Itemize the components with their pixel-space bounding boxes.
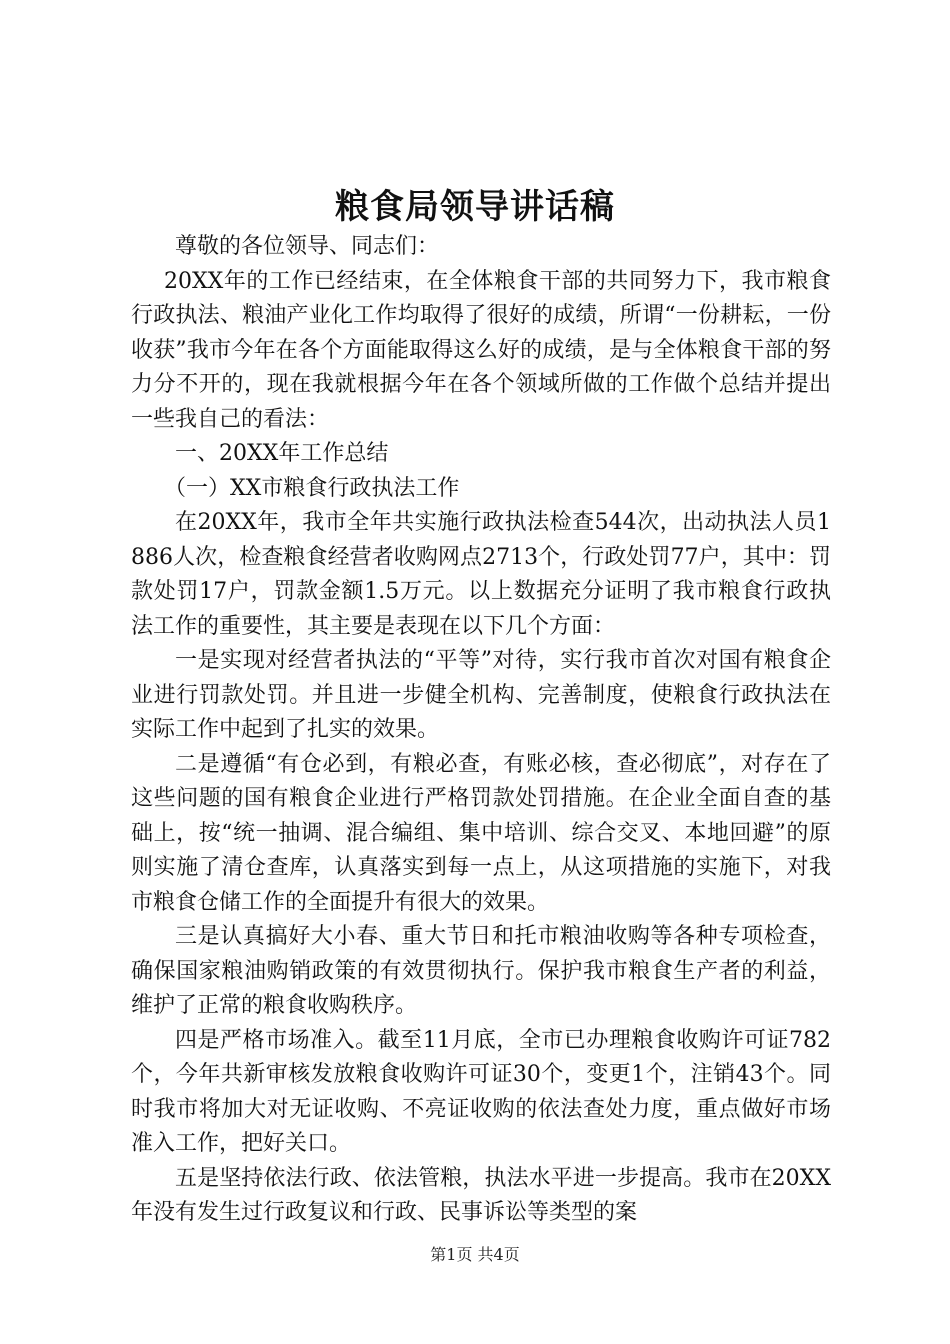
paragraph-point-1: 一是实现对经营者执法的“平等”对待，实行我市首次对国有粮食企业进行罚款处罚。并且进一步健全机构、完善制度，使粮食行政执法在实际工作中起到了扎实的效果。: [131, 648, 831, 742]
document-body: [131, 230, 831, 1231]
heading-subsection-1: （一）XX市粮食行政执法工作: [164, 475, 460, 501]
paragraph-enforcement-stats: 在20XX年，我市全年共实施行政执法检查544次，出动执法人员1886人次，检查粮食经营者收购网点2713个，行政处罚77户，其中：罚款处罚17户，罚款金额1.5万元。以上数据充分证明了我市粮食行政执法工作的重要性，其主要是表现在以下几个方面：: [131, 510, 831, 639]
paragraph-salutation: 尊敬的各位领导、同志们：: [175, 234, 440, 259]
paragraph-point-5: 五是坚持依法行政、依法管粮，执法水平进一步提高。我市在20XX年没有发生过行政复议和行政、民事诉讼等类型的案: [131, 1165, 831, 1225]
page-footer: 第1页 共4页: [430, 1245, 520, 1264]
paragraph-point-3: 三是认真搞好大小春、重大节日和托市粮油收购等各种专项检查，确保国家粮油购销政策的有效贯彻执行。保护我市粮食生产者的利益，维护了正常的粮食收购秩序。: [131, 924, 831, 1018]
paragraph-intro: 20XX年的工作已经结束，在全体粮食干部的共同努力下，我市粮食行政执法、粮油产业化工作均取得了很好的成绩，所谓“一份耕耘，一份收获”我市今年在各个方面能取得这么好的成绩，是与全体粮食干部的努力分不开的，现在我就根据今年在各个领域所做的工作做个总结并提出一些我自己的看法：: [131, 268, 831, 432]
paragraph-point-4: 四是严格市场准入。截至11月底，全市已办理粮食收购许可证782个，今年共新审核发放粮食收购许可证30个，变更1个，注销43个。同时我市将加大对无证收购、不亮证收购的依法查处力度，重点做好市场准入工作，把好关口。: [131, 1027, 831, 1156]
document-title: 粮食局领导讲话稿: [335, 187, 615, 227]
heading-section-1: 一、20XX年工作总结: [175, 441, 389, 466]
paragraph-point-2: 二是遵循“有仓必到，有粮必查，有账必核，查必彻底”，对存在了这些问题的国有粮食企业进行严格罚款处罚措施。在企业全面自查的基础上，按“统一抽调、混合编组、集中培训、综合交叉、本地回避”的原则实施了清仓查库，认真落实到每一点上，从这项措施的实施下，对我市粮食仓储工作的全面提升有很大的效果。: [131, 751, 831, 915]
